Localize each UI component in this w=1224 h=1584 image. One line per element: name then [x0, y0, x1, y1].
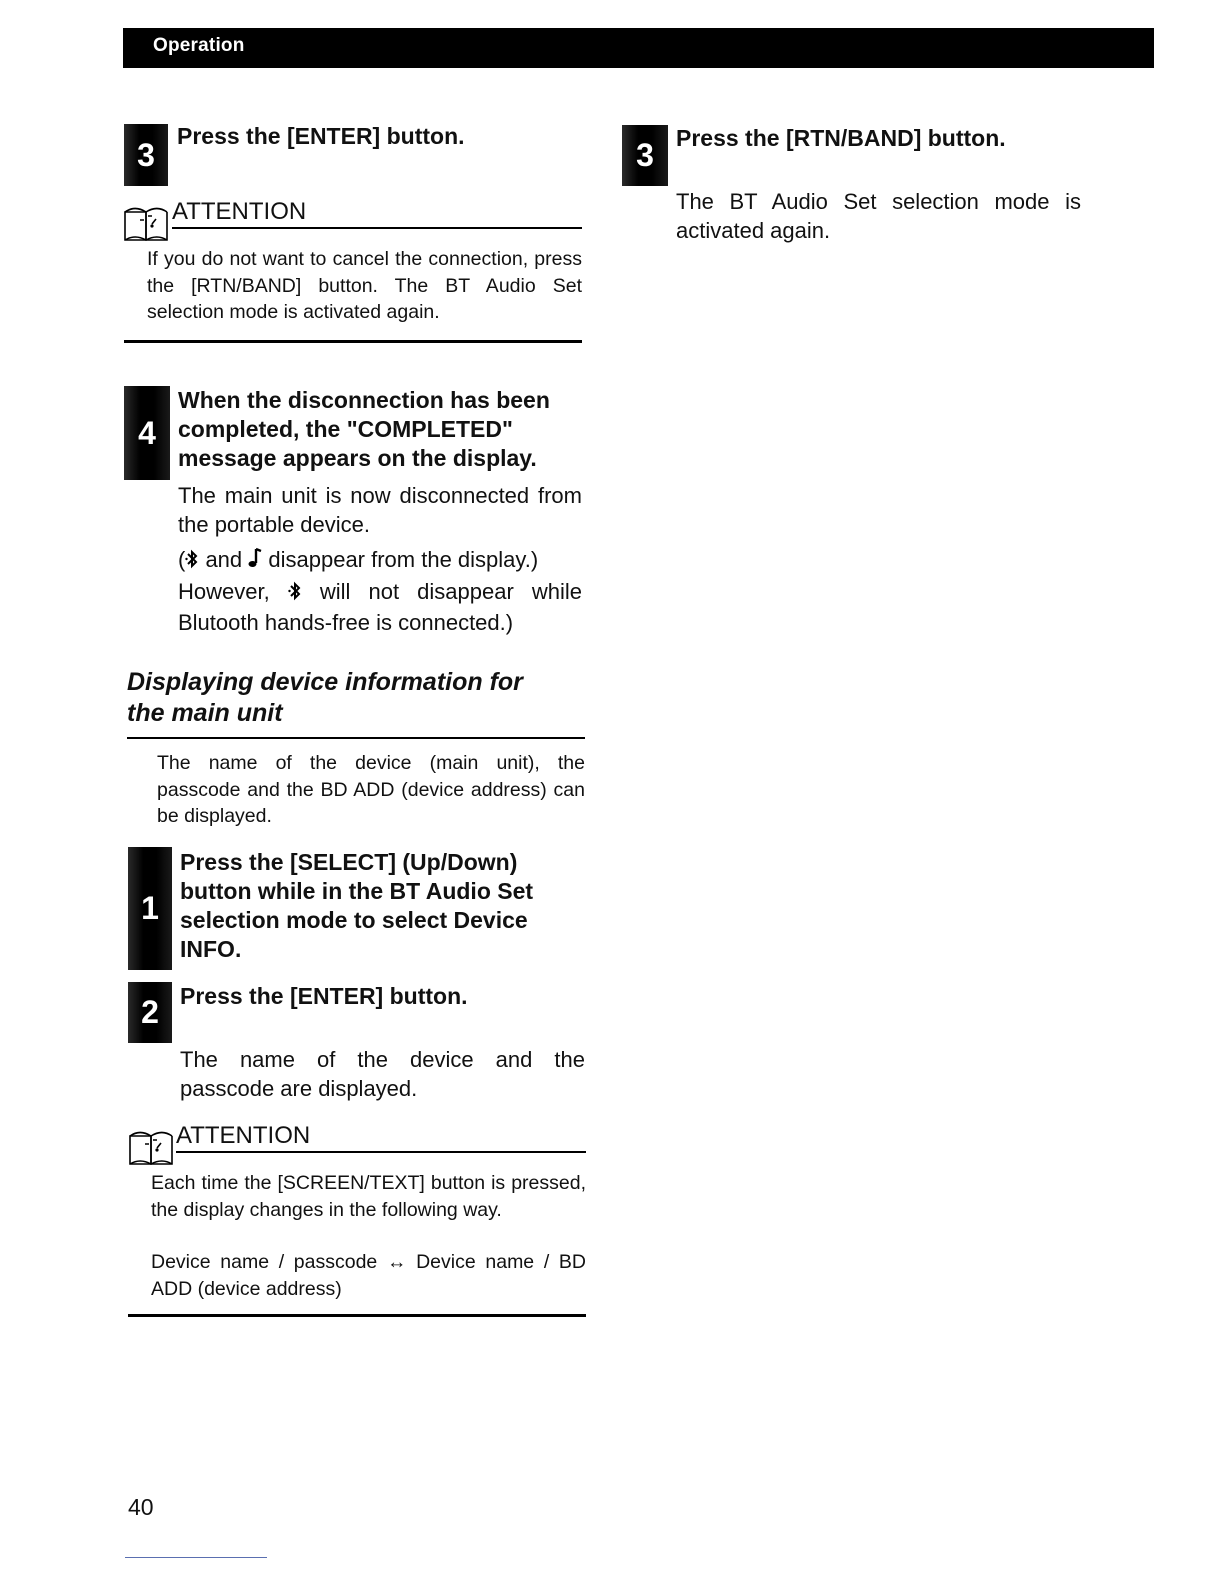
hands-free-text: will not disappear while Blutooth hands-free is connected.): [178, 579, 583, 635]
step-3-title: Press the [ENTER] button.: [177, 123, 465, 149]
step-2-body: The name of the device and the passcode are displayed.: [180, 1047, 585, 1101]
bluetooth-icon: [288, 579, 302, 608]
attention-book-icon: [122, 200, 172, 244]
attention-book-icon: [127, 1124, 177, 1168]
section-title-line-1: Displaying device information for: [127, 668, 523, 696]
music-note-icon: [248, 547, 262, 576]
attention-underline: [176, 1151, 586, 1153]
step-1-title: Press the [SELECT] (Up/Down) button while in the BT Audio Set selection mode to select Device INFO.: [180, 849, 534, 962]
section-title: [127, 667, 587, 729]
and-text: and: [199, 547, 249, 572]
step-number-badge: [124, 124, 168, 186]
step-number-badge: [128, 982, 172, 1043]
attention-heading: ATTENTION: [176, 1122, 311, 1149]
step-4-title: When the disconnection has been completed, the "COMPLETED" message appears on the display.: [178, 387, 550, 471]
section-title-line-2: the main unit: [127, 699, 283, 727]
step-number: 3: [137, 137, 155, 173]
attention-text: Each time the [SCREEN/TEXT] button is pressed, the display changes in the following way.: [151, 1172, 586, 1221]
step-number-badge: [622, 125, 668, 186]
bluetooth-icon: [185, 547, 199, 576]
step-4-body: The main unit is now disconnected from the portable device.: [178, 483, 582, 537]
step-4-however-note: [178, 577, 582, 637]
however-text: However,: [178, 579, 288, 604]
section-title-rule: [127, 737, 585, 739]
step-2-title: Press the [ENTER] button.: [180, 983, 468, 1009]
step-number: 4: [138, 415, 156, 451]
right-step-3-body: The BT Audio Set selection mode is activated again.: [676, 189, 1081, 243]
footer-line: [125, 1557, 267, 1558]
section-header-label: Operation: [153, 35, 245, 56]
step-number-badge: [128, 847, 172, 970]
page-number: 40: [128, 1494, 154, 1520]
step-number: 1: [141, 890, 159, 926]
disappear-text: disappear from the display.): [262, 547, 539, 572]
step-number: 3: [636, 137, 654, 173]
section-intro: The name of the device (main unit), the passcode and the BD ADD (device address) can be displayed.: [157, 752, 585, 827]
step-number-badge: [124, 386, 170, 480]
step-number: 2: [141, 994, 159, 1030]
attention-heading: ATTENTION: [172, 198, 307, 225]
attention-text: If you do not want to cancel the connection, press the [RTN/BAND] button. The BT Audio Set selection mode is activated again.: [147, 248, 582, 323]
attention-bottom-rule: [124, 340, 582, 343]
right-step-3-title: Press the [RTN/BAND] button.: [676, 125, 1006, 151]
section-header-bar: [123, 28, 1154, 68]
attention-bottom-rule: [128, 1314, 586, 1317]
attention-underline: [172, 227, 582, 229]
step-4-icons-note: [178, 545, 582, 576]
attention-text-sequence: Device name / passcode ↔ Device name / BD ADD (device address): [151, 1251, 586, 1300]
paren-open: (: [178, 547, 186, 572]
